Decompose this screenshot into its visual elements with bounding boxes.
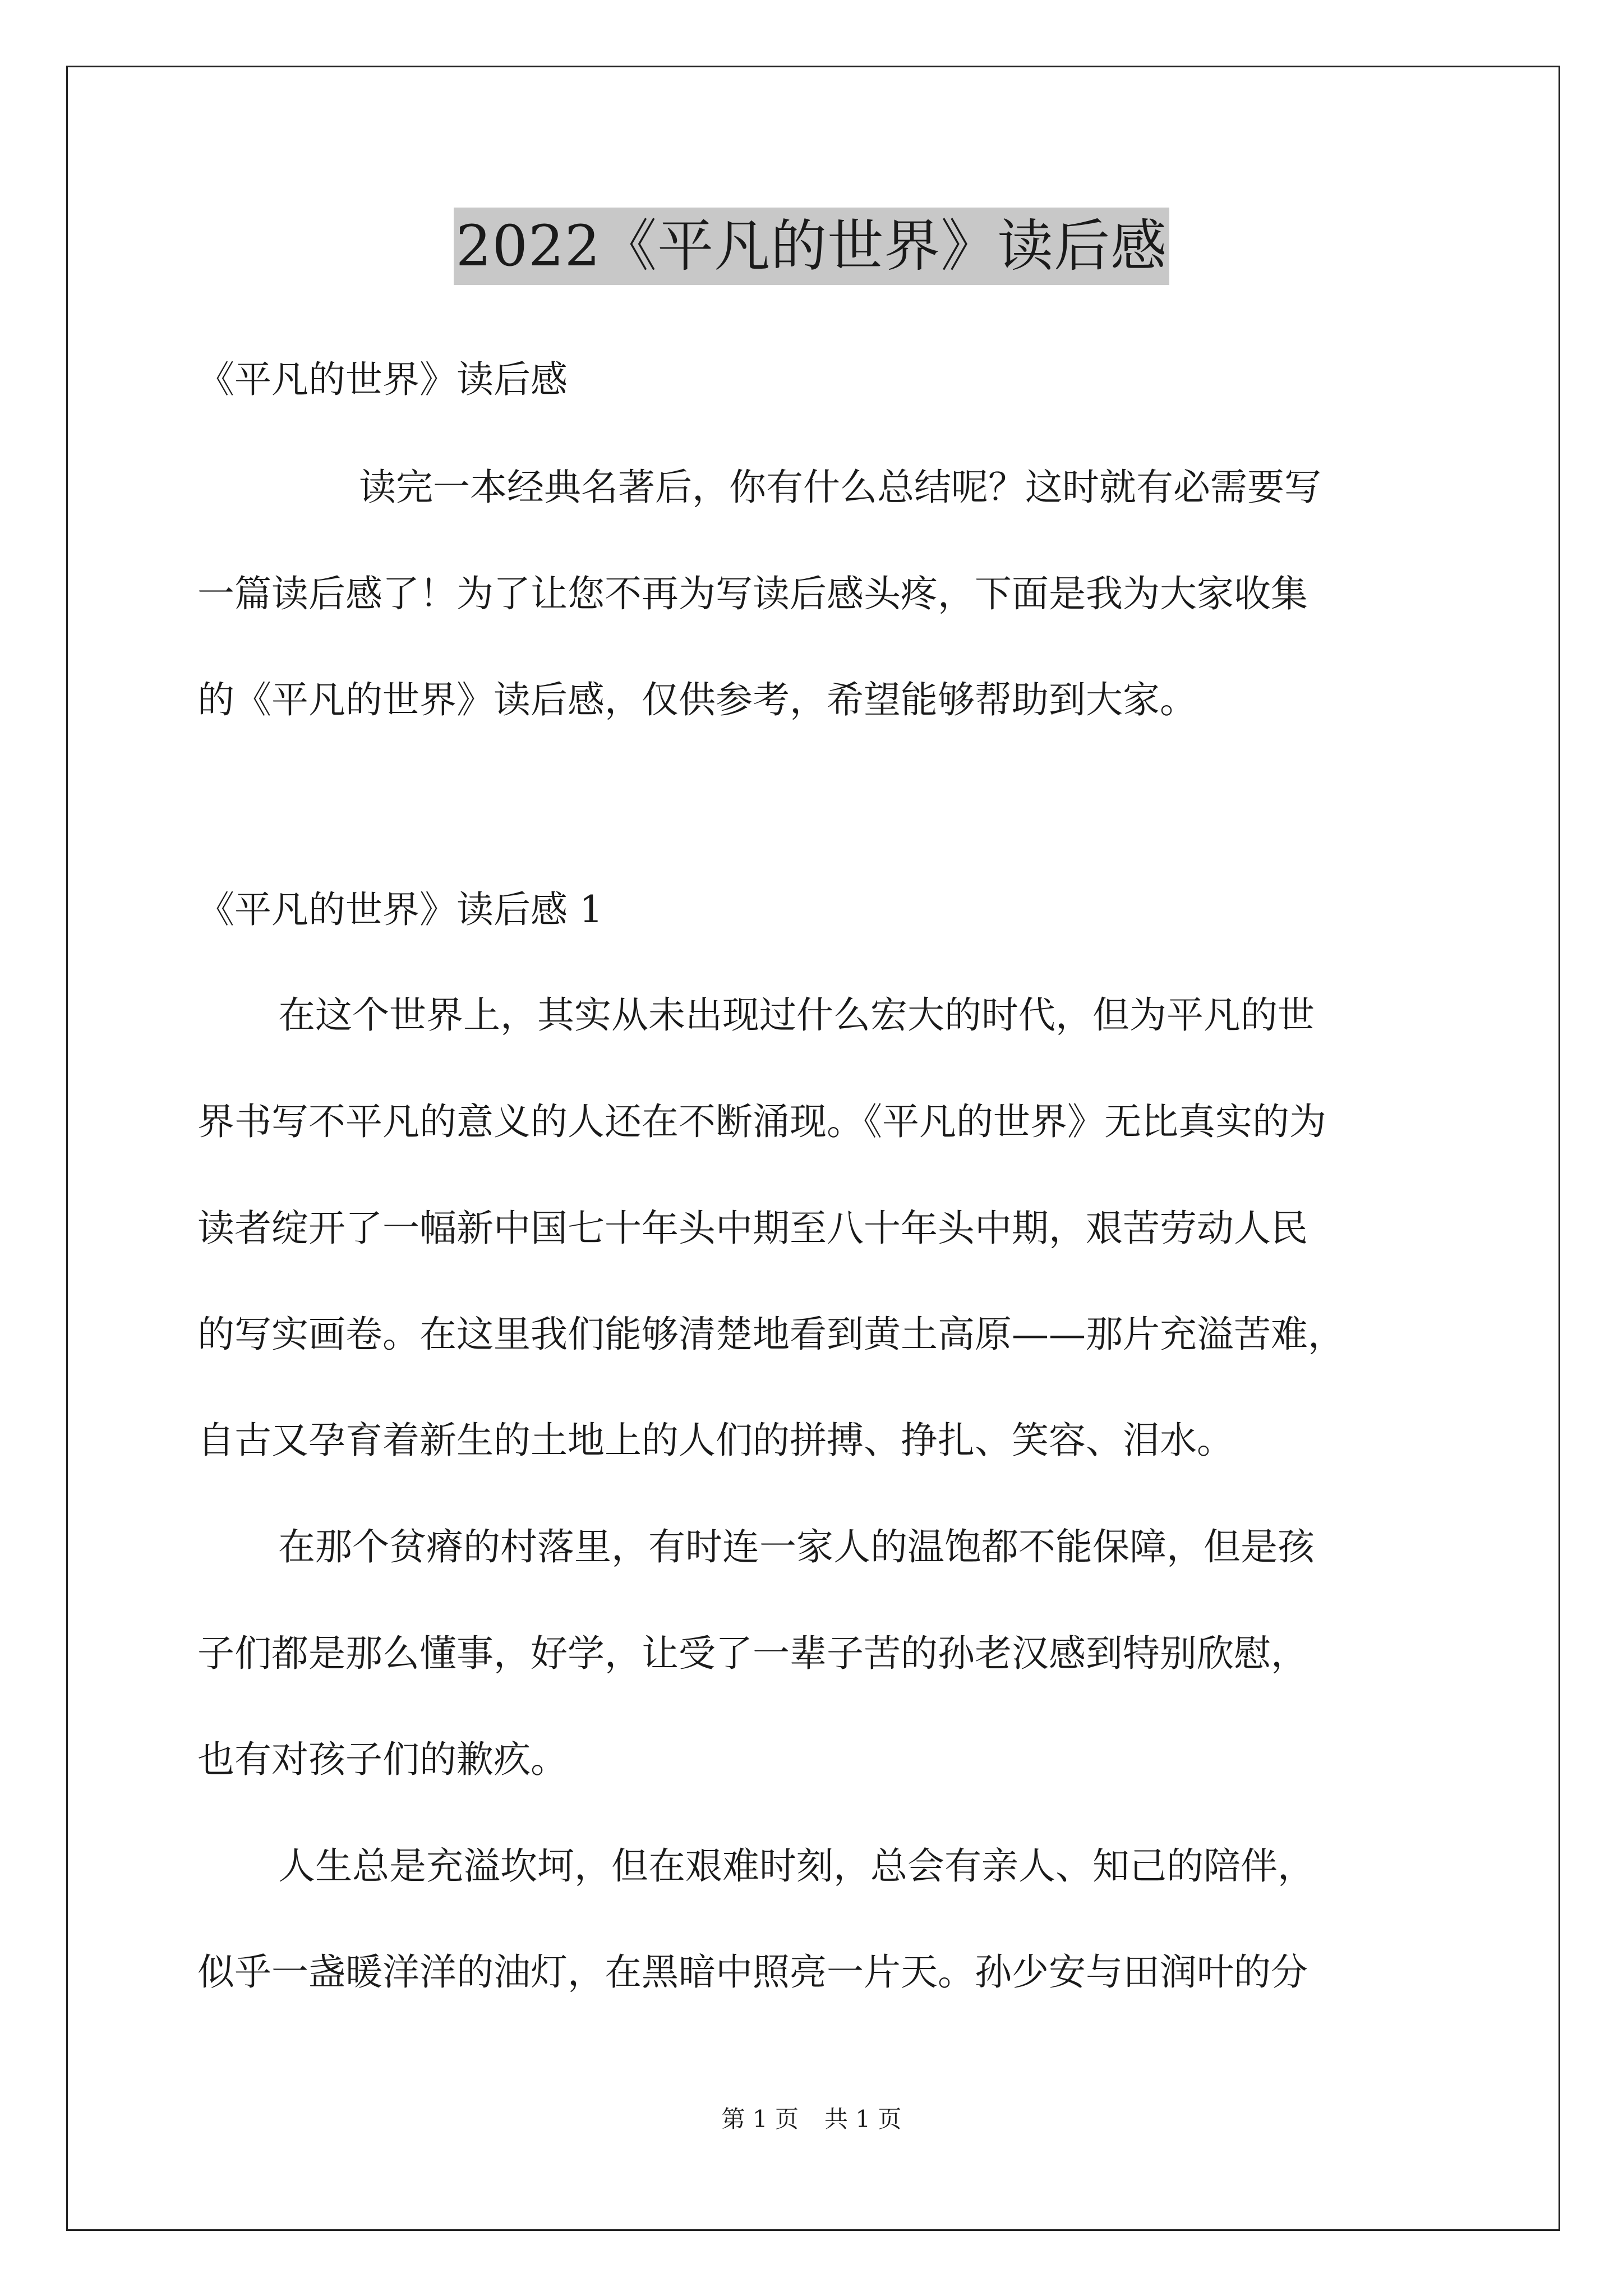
paragraph-line: 的写实画卷。在这里我们能够清楚地看到黄土高原——那片充溢苦难， bbox=[197, 1313, 1345, 1356]
paragraph-line: 在那个贫瘠的村落里，有时连一家人的温饱都不能保障，但是孩 bbox=[278, 1525, 1315, 1568]
paragraph-line: 似乎一盏暖洋洋的油灯，在黑暗中照亮一片天。孙少安与田润叶的分 bbox=[197, 1950, 1308, 1994]
section-heading: 《平凡的世界》读后感 1 bbox=[197, 888, 603, 931]
page-footer bbox=[0, 2102, 1623, 2136]
paragraph-line: 人生总是充溢坎坷，但在艰难时刻，总会有亲人、知己的陪伴， bbox=[278, 1844, 1315, 1888]
page-number-current: 第 1 页 bbox=[721, 2105, 799, 2133]
paragraph-line: 也有对孩子们的歉疚。 bbox=[197, 1738, 568, 1781]
intro-line: 读完一本经典名著后，你有什么总结呢？这时就有必需要写 bbox=[359, 466, 1321, 509]
paragraph-line: 子们都是那么懂事，好学，让受了一辈子苦的孙老汉感到特别欣慰， bbox=[197, 1632, 1308, 1675]
paragraph-line: 在这个世界上，其实从未出现过什么宏大的时代，但为平凡的世 bbox=[278, 993, 1315, 1037]
document-subtitle: 《平凡的世界》读后感 bbox=[197, 358, 568, 401]
paragraph-line: 界书写不平凡的意义的人还在不断涌现。《平凡的世界》无比真实的为 bbox=[197, 1100, 1326, 1143]
paragraph-line: 自古又孕育着新生的土地上的人们的拼搏、挣扎、笑容、泪水。 bbox=[197, 1419, 1234, 1462]
intro-line: 一篇读后感了！为了让您不再为写读后感头疼，下面是我为大家收集 bbox=[197, 572, 1308, 615]
title-container bbox=[0, 208, 1623, 285]
intro-line: 的《平凡的世界》读后感，仅供参考，希望能够帮助到大家。 bbox=[197, 678, 1197, 721]
document-title: 2022《平凡的世界》读后感 bbox=[454, 208, 1170, 285]
page-number-total: 共 1 页 bbox=[824, 2105, 902, 2133]
paragraph-line: 读者绽开了一幅新中国七十年头中期至八十年头中期，艰苦劳动人民 bbox=[197, 1207, 1308, 1250]
